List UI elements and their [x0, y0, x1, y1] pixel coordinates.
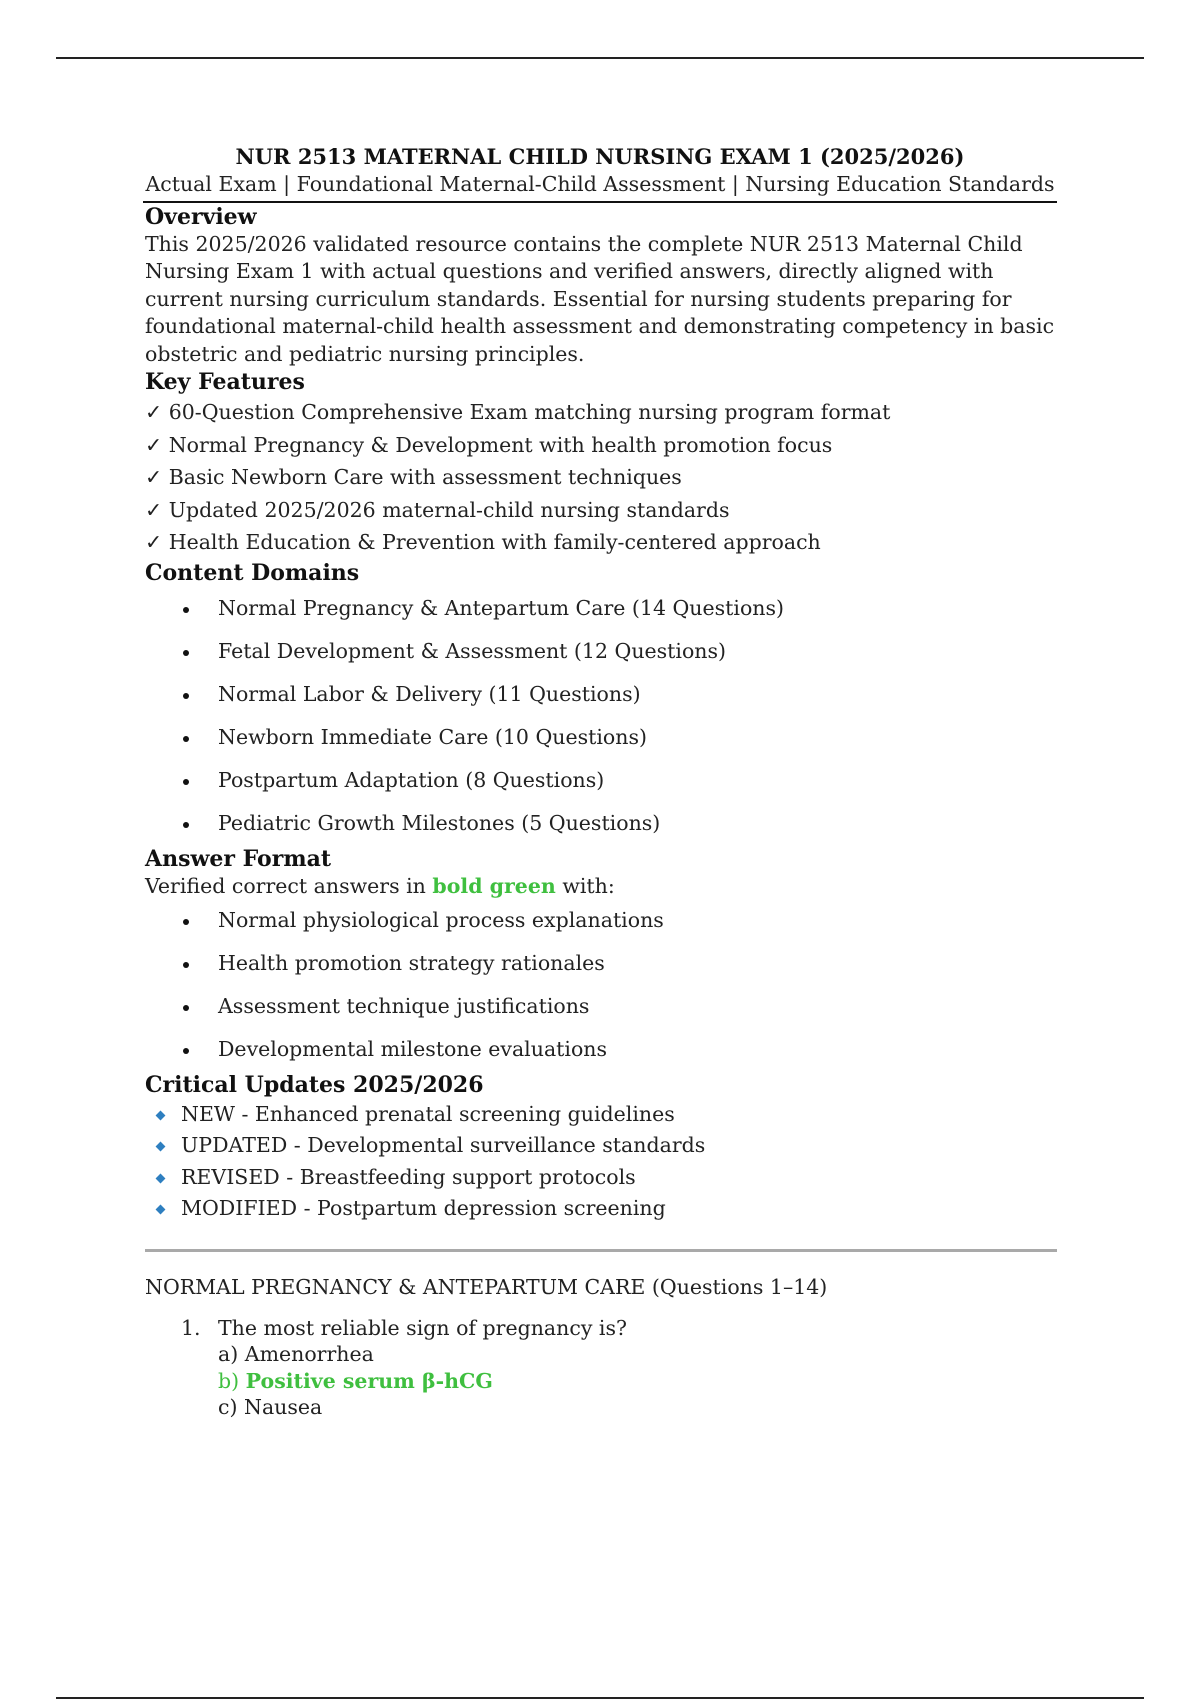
bullet-icon — [183, 736, 189, 742]
diamond-bullet-icon — [156, 1173, 166, 1183]
critical-updates-heading: Critical Updates 2025/2026 — [145, 1071, 484, 1098]
feature-item: ✓ Updated 2025/2026 maternal-child nursing standards — [145, 497, 730, 522]
page-top-rule — [56, 57, 1144, 59]
bullet-icon — [183, 607, 189, 613]
answer-format-item — [145, 942, 1057, 985]
bullet-icon — [183, 779, 189, 785]
answer-intro-text: Verified correct answers in — [145, 873, 426, 898]
question-number: 1. — [181, 1315, 201, 1340]
option-text: Amenorrhea — [244, 1342, 374, 1367]
bullet-icon — [183, 962, 189, 968]
question-text: The most reliable sign of pregnancy is? — [218, 1315, 627, 1340]
answer-format-heading: Answer Format — [145, 845, 332, 872]
option-letter: c) — [218, 1395, 238, 1420]
diamond-bullet-icon — [156, 1142, 166, 1152]
answer-option-c — [218, 1394, 1057, 1421]
answer-format-intro — [145, 873, 1057, 899]
answer-format-label: Normal physiological process explanations — [218, 907, 664, 932]
answer-option-a — [218, 1341, 1057, 1368]
key-features-heading: Key Features — [145, 369, 305, 396]
critical-update-item — [145, 1162, 1057, 1194]
domain-item — [145, 673, 1057, 716]
domain-label: Pediatric Growth Milestones (5 Questions) — [218, 810, 661, 835]
domain-label: Normal Pregnancy & Antepartum Care (14 Questions) — [218, 595, 785, 620]
option-text: Nausea — [244, 1395, 323, 1420]
critical-update-label: MODIFIED - Postpartum depression screening — [181, 1196, 666, 1221]
critical-updates-list — [145, 1099, 1057, 1225]
domain-item — [145, 630, 1057, 673]
content-domains-heading: Content Domains — [145, 559, 360, 586]
question-list — [145, 1315, 1057, 1421]
critical-update-label: NEW - Enhanced prenatal screening guidelines — [181, 1101, 675, 1126]
content-domains-list — [145, 587, 1057, 845]
critical-update-label: UPDATED - Developmental surveillance standards — [181, 1133, 706, 1158]
answer-format-label: Health promotion strategy rationales — [218, 950, 605, 975]
diamond-bullet-icon — [156, 1205, 166, 1215]
question-item — [145, 1315, 1057, 1421]
bullet-icon — [183, 650, 189, 656]
domain-item — [145, 802, 1057, 845]
answer-format-item — [145, 899, 1057, 942]
answer-format-label: Developmental milestone evaluations — [218, 1036, 608, 1061]
feature-item: ✓ Normal Pregnancy & Development with health promotion focus — [145, 432, 833, 457]
bullet-icon — [183, 919, 189, 925]
document-header — [143, 142, 1057, 203]
bullet-icon — [183, 822, 189, 828]
document-body — [145, 142, 1057, 1421]
diamond-bullet-icon — [156, 1110, 166, 1120]
feature-item: ✓ Basic Newborn Care with assessment techniques — [145, 465, 682, 490]
critical-update-item — [145, 1193, 1057, 1225]
answer-format-label: Assessment technique justifications — [218, 993, 590, 1018]
bullet-icon — [183, 693, 189, 699]
answer-format-item — [145, 1028, 1057, 1071]
answer-option-b-correct — [218, 1368, 1057, 1395]
section-divider — [145, 1249, 1057, 1252]
question-section-title: NORMAL PREGNANCY & ANTEPARTUM CARE (Questions 1–14) — [145, 1274, 828, 1299]
feature-item: ✓ Health Education & Prevention with family-centered approach — [145, 530, 821, 555]
key-features-list — [145, 396, 1057, 559]
option-letter: b) — [218, 1368, 240, 1393]
answer-format-item — [145, 985, 1057, 1028]
bullet-icon — [183, 1048, 189, 1054]
critical-update-item — [145, 1099, 1057, 1131]
feature-item: ✓ 60-Question Comprehensive Exam matching nursing program format — [145, 400, 891, 425]
document-title: NUR 2513 MATERNAL CHILD NURSING EXAM 1 (2025/2026) — [235, 144, 965, 169]
domain-item — [145, 587, 1057, 630]
option-text: Positive serum β-hCG — [245, 1368, 493, 1393]
critical-update-item — [145, 1130, 1057, 1162]
answer-format-list — [145, 899, 1057, 1071]
critical-update-label: REVISED - Breastfeeding support protocols — [181, 1164, 636, 1189]
domain-label: Newborn Immediate Care (10 Questions) — [218, 724, 647, 749]
document-subtitle: Actual Exam | Foundational Maternal-Child Assessment | Nursing Education Standards — [145, 172, 1055, 196]
overview-paragraph: This 2025/2026 validated resource contains the complete NUR 2513 Maternal Child Nursing Exam 1 with actual questions and verified answers, directly aligned with current nursing curriculum standards. Essential for nursing students preparing for foundational maternal-child health assessment and demonstrating competency in basic obstetric and pediatric nursing principles. — [145, 232, 1055, 366]
overview-heading: Overview — [145, 204, 257, 230]
bold-green-highlight: bold green — [432, 873, 556, 898]
answer-intro-suffix: with: — [562, 873, 615, 898]
domain-item — [145, 759, 1057, 802]
page-bottom-rule — [56, 1697, 1144, 1699]
domain-label: Fetal Development & Assessment (12 Questions) — [218, 638, 727, 663]
domain-label: Normal Labor & Delivery (11 Questions) — [218, 681, 641, 706]
domain-item — [145, 716, 1057, 759]
option-letter: a) — [218, 1342, 239, 1367]
domain-label: Postpartum Adaptation (8 Questions) — [218, 767, 605, 792]
bullet-icon — [183, 1005, 189, 1011]
